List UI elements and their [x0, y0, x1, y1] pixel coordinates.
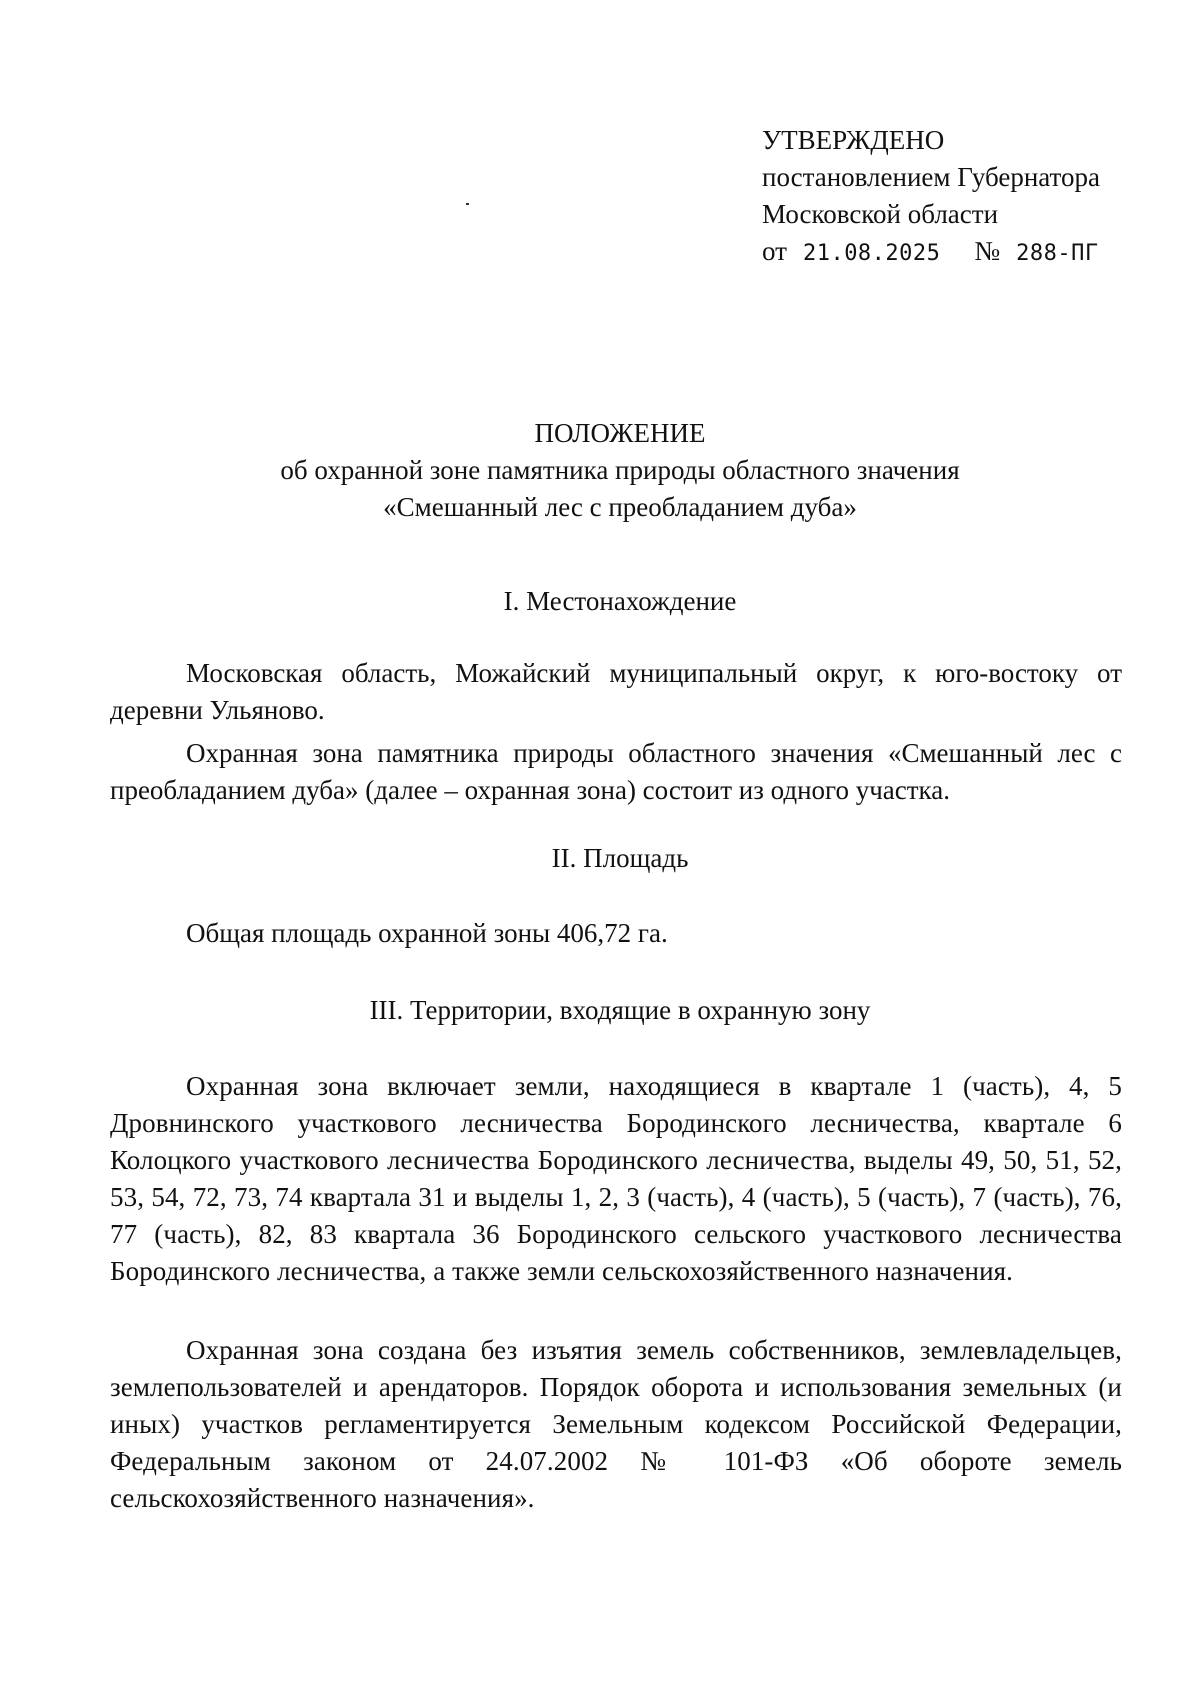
number-sign: № [974, 236, 1001, 266]
section-3-heading: III. Территории, входящие в охранную зону [369, 995, 871, 1025]
approval-date: 21.08.2025 [802, 241, 941, 266]
approval-number: 288-ПГ [1016, 241, 1099, 266]
scan-speck [466, 203, 469, 205]
section-1-heading: I. Местонахождение [503, 586, 737, 616]
title-line-2: «Смешанный лес с преобладанием дуба» [383, 492, 857, 522]
date-prefix: от [762, 236, 787, 266]
title-line-1: об охранной зоне памятника природы областного значения [280, 455, 960, 485]
title-main: ПОЛОЖЕНИЕ [534, 418, 706, 448]
document-title [120, 415, 1120, 526]
approval-date-number [762, 233, 1100, 272]
approval-region: Московской области [762, 199, 999, 229]
section-1-paragraph-1: Московская область, Можайский муниципальный округ, к юго-востоку от деревни Ульяново. [110, 658, 1122, 725]
approval-issuer: постановлением Губернатора [762, 162, 1100, 192]
section-2-paragraph-1: Общая площадь охранной зоны 406,72 га. [186, 918, 668, 948]
approval-heading: УТВЕРЖДЕНО [762, 125, 945, 155]
section-3-paragraph-2: Охранная зона создана без изъятия земель собственников, землевладельцев, землепользователей и арендаторов. Порядок оборота и использования земельных (и иных) участков регламентируется Земельным кодексом Российской Федерации, Федеральным законом от 24.07.2002 № 101-ФЗ «Об обороте земель сельскохозяйственного назначения». [110, 1335, 1122, 1513]
section-2-heading: II. Площадь [551, 843, 689, 873]
section-3-paragraph-1: Охранная зона включает земли, находящиеся в квартале 1 (часть), 4, 5 Дровнинского участкового лесничества Бородинского лесничества, квартале 6 Колоцкого участкового лесничества Бородинского лесничества, выделы 49, 50, 51, 52, 53, 54, 72, 73, 74 квартала 31 и выделы 1, 2, 3 (часть), 4 (часть), 5 (часть), 7 (часть), 76, 77 (часть), 82, 83 квартала 36 Бородинского сельского участкового лесничества Бородинского лесничества, а также земли сельскохозяйственного назначения. [110, 1071, 1122, 1286]
approval-block [762, 122, 1100, 272]
section-1-paragraph-2: Охранная зона памятника природы областного значения «Смешанный лес с преобладанием дуба» (далее – охранная зона) состоит из одного участка. [110, 738, 1122, 805]
